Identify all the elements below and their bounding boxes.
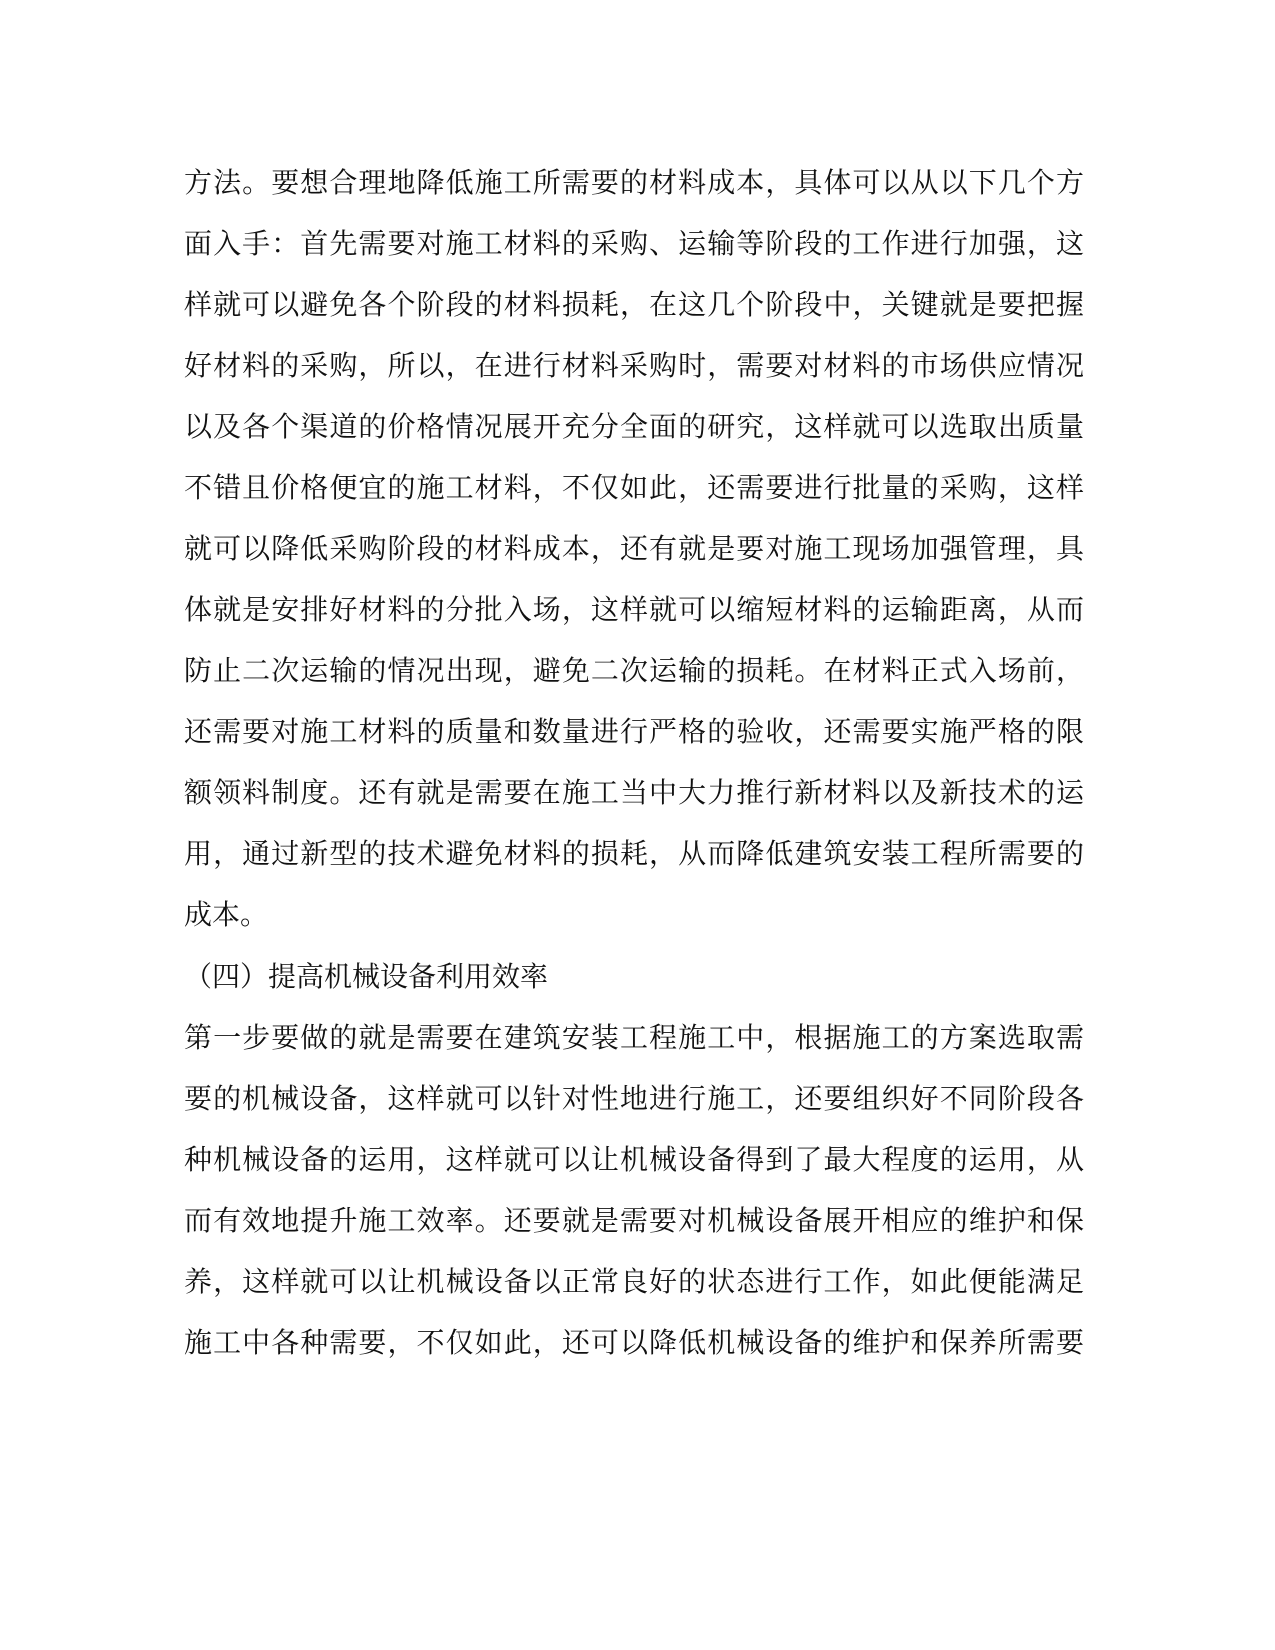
paragraph-line: 以及各个渠道的价格情况展开充分全面的研究，这样就可以选取出质量 [184,410,1084,443]
paragraph-line: 面入手：首先需要对施工材料的采购、运输等阶段的工作进行加强，这 [184,227,1084,260]
section-heading: （四）提高机械设备利用效率 [184,960,549,993]
paragraph-line: 而有效地提升施工效率。还要就是需要对机械设备展开相应的维护和保 [184,1204,1084,1237]
paragraph-line: 额领料制度。还有就是需要在施工当中大力推行新材料以及新技术的运 [184,776,1084,809]
paragraph-line: 第一步要做的就是需要在建筑安装工程施工中，根据施工的方案选取需 [184,1021,1084,1054]
paragraph-line: 要的机械设备，这样就可以针对性地进行施工，还要组织好不同阶段各 [184,1082,1084,1115]
paragraph-line: 用，通过新型的技术避免材料的损耗，从而降低建筑安装工程所需要的 [184,837,1084,870]
paragraph-line: 种机械设备的运用，这样就可以让机械设备得到了最大程度的运用，从 [184,1143,1084,1176]
paragraph-line: 方法。要想合理地降低施工所需要的材料成本，具体可以从以下几个方 [184,166,1084,199]
paragraph-line: 不错且价格便宜的施工材料，不仅如此，还需要进行批量的采购，这样 [184,471,1084,504]
paragraph-line: 防止二次运输的情况出现，避免二次运输的损耗。在材料正式入场前， [184,654,1084,687]
paragraph-line: 养，这样就可以让机械设备以正常良好的状态进行工作，如此便能满足 [184,1265,1084,1298]
paragraph-line: 还需要对施工材料的质量和数量进行严格的验收，还需要实施严格的限 [184,715,1084,748]
paragraph-line: 样就可以避免各个阶段的材料损耗，在这几个阶段中，关键就是要把握 [184,288,1084,321]
paragraph-line: 就可以降低采购阶段的材料成本，还有就是要对施工现场加强管理，具 [184,532,1084,565]
paragraph-line: 好材料的采购，所以，在进行材料采购时，需要对材料的市场供应情况 [184,349,1084,382]
paragraph-line: 体就是安排好材料的分批入场，这样就可以缩短材料的运输距离，从而 [184,593,1084,626]
paragraph-line: 成本。 [184,898,269,931]
paragraph-line: 施工中各种需要，不仅如此，还可以降低机械设备的维护和保养所需要 [184,1326,1084,1359]
